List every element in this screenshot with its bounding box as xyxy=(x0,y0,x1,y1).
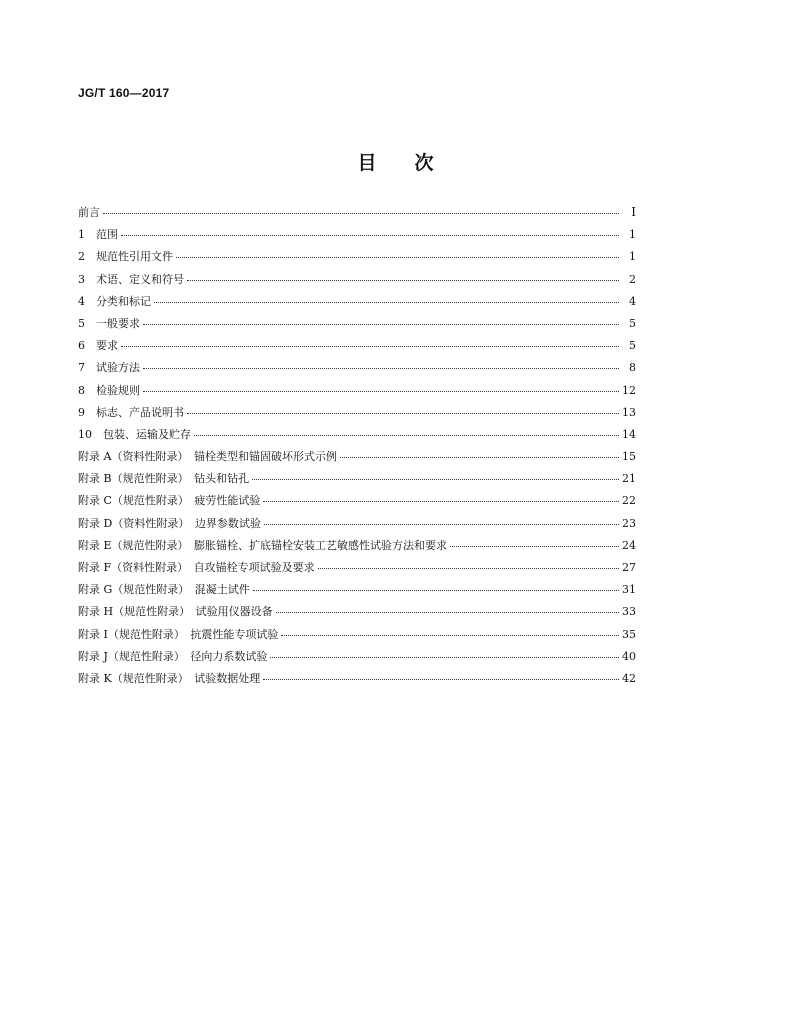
toc-entry-label: 附录 C（规范性附录） 疲劳性能试验 xyxy=(78,494,261,508)
toc-entry-page-number: 13 xyxy=(622,405,636,419)
dot-leader xyxy=(340,456,619,458)
toc-entry[interactable] xyxy=(78,448,636,470)
toc-entry-page-number: 14 xyxy=(622,427,636,441)
toc-entry[interactable] xyxy=(78,271,636,293)
toc-entry[interactable] xyxy=(78,204,636,226)
toc-entry-page-number: 4 xyxy=(629,294,636,308)
toc-entry-page-number: 35 xyxy=(622,627,636,641)
toc-entry-page-number: 22 xyxy=(622,494,636,508)
toc-entry[interactable] xyxy=(78,559,636,581)
toc-entry[interactable] xyxy=(78,226,636,248)
toc-entry[interactable] xyxy=(78,515,636,537)
toc-entry-label: 附录 J（规范性附录） 径向力系数试验 xyxy=(78,649,268,663)
table-of-contents xyxy=(78,204,636,692)
toc-entry-page-number: 5 xyxy=(629,339,636,353)
toc-entry[interactable] xyxy=(78,470,636,492)
toc-entry-page-number: 21 xyxy=(622,472,636,486)
toc-entry-label: 6 要求 xyxy=(78,339,118,353)
dot-leader xyxy=(176,256,619,258)
toc-entry-label: 2 规范性引用文件 xyxy=(78,250,173,264)
toc-entry-label: 附录 F（资料性附录） 自攻锚栓专项试验及要求 xyxy=(78,561,315,574)
toc-entry-label: 附录 B（规范性附录） 钻头和钻孔 xyxy=(78,472,250,486)
toc-entry-page-number: 15 xyxy=(622,450,636,464)
toc-entry[interactable] xyxy=(78,359,636,381)
toc-entry-label: 前言 xyxy=(78,206,100,219)
dot-leader xyxy=(154,301,619,303)
toc-entry-label: 附录 I（规范性附录） 抗震性能专项试验 xyxy=(78,627,279,641)
toc-entry[interactable] xyxy=(78,337,636,359)
dot-leader xyxy=(121,234,619,236)
toc-entry-label: 3 术语、定义和符号 xyxy=(78,272,184,286)
dot-leader xyxy=(121,345,619,347)
dot-leader xyxy=(143,323,619,325)
dot-leader xyxy=(264,523,619,525)
toc-entry-page-number: 31 xyxy=(622,583,636,597)
toc-entry-page-number: 5 xyxy=(629,316,636,330)
dot-leader xyxy=(253,589,619,591)
toc-entry[interactable] xyxy=(78,293,636,315)
toc-entry-label: 附录 K（规范性附录） 试验数据处理 xyxy=(78,671,261,685)
toc-entry-page-number: 27 xyxy=(622,561,636,574)
dot-leader xyxy=(103,212,619,214)
toc-entry-label: 附录 E（规范性附录） 膨胀锚栓、扩底锚栓安装工艺敏感性试验方法和要求 xyxy=(78,538,448,552)
toc-entry-page-number: 1 xyxy=(629,228,636,242)
dot-leader xyxy=(187,279,619,281)
standard-code: JG/T 160—2017 xyxy=(78,86,170,100)
dot-leader xyxy=(187,412,619,414)
dot-leader xyxy=(263,500,619,502)
toc-entry-label: 8 检验规则 xyxy=(78,383,140,397)
dot-leader xyxy=(318,567,619,569)
toc-entry[interactable] xyxy=(78,648,636,670)
toc-entry[interactable] xyxy=(78,537,636,559)
toc-entry-page-number: I xyxy=(631,205,636,219)
toc-entry[interactable] xyxy=(78,382,636,404)
toc-entry[interactable] xyxy=(78,626,636,648)
dot-leader xyxy=(143,390,619,392)
toc-entry-label: 9 标志、产品说明书 xyxy=(78,405,184,419)
page-title: 目 次 xyxy=(357,152,434,174)
toc-entry-label: 10 包装、运输及贮存 xyxy=(78,427,191,441)
toc-entry[interactable] xyxy=(78,670,636,692)
toc-entry-label: 附录 G（规范性附录） 混凝土试件 xyxy=(78,583,250,597)
toc-entry[interactable] xyxy=(78,492,636,514)
toc-entry[interactable] xyxy=(78,315,636,337)
toc-entry-label: 1 范围 xyxy=(78,228,118,242)
toc-entry[interactable] xyxy=(78,581,636,603)
dot-leader xyxy=(194,434,619,436)
toc-entry[interactable] xyxy=(78,603,636,625)
toc-entry-label: 5 一般要求 xyxy=(78,316,140,330)
toc-entry-page-number: 23 xyxy=(622,516,636,530)
toc-entry-label: 附录 A（资料性附录） 锚栓类型和锚固破坏形式示例 xyxy=(78,450,337,464)
toc-entry-page-number: 24 xyxy=(622,538,636,552)
toc-entry-label: 附录 H（规范性附录） 试验用仪器设备 xyxy=(78,605,273,619)
dot-leader xyxy=(263,678,619,680)
toc-entry[interactable] xyxy=(78,426,636,448)
toc-entry-page-number: 42 xyxy=(622,671,636,685)
toc-entry-label: 4 分类和标记 xyxy=(78,294,151,308)
dot-leader xyxy=(276,611,619,613)
dot-leader xyxy=(281,634,619,636)
toc-entry-label: 附录 D（资料性附录） 边界参数试验 xyxy=(78,516,261,530)
toc-entry[interactable] xyxy=(78,248,636,270)
toc-entry-page-number: 12 xyxy=(622,383,636,397)
toc-entry[interactable] xyxy=(78,404,636,426)
dot-leader xyxy=(270,656,619,658)
toc-entry-page-number: 2 xyxy=(629,272,636,286)
toc-entry-page-number: 33 xyxy=(622,605,636,619)
toc-entry-page-number: 8 xyxy=(629,361,636,375)
toc-entry-page-number: 40 xyxy=(622,649,636,663)
dot-leader xyxy=(143,367,619,369)
toc-entry-page-number: 1 xyxy=(629,250,636,264)
dot-leader xyxy=(252,478,619,480)
toc-entry-label: 7 试验方法 xyxy=(78,361,140,375)
dot-leader xyxy=(450,545,619,547)
